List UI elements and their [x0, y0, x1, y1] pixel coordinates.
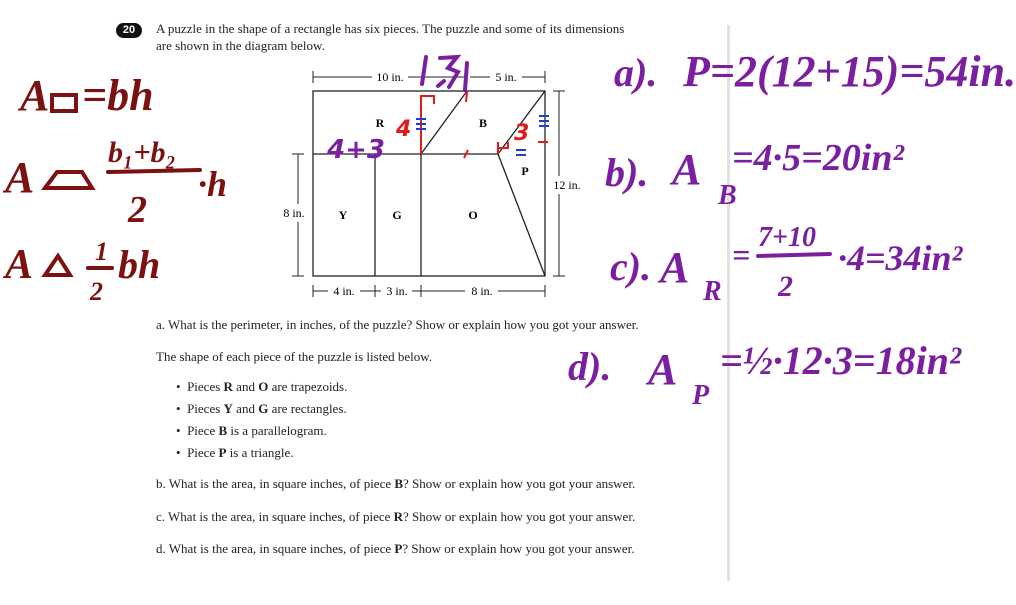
- piece-label-y: Y: [338, 208, 348, 222]
- r-height-annotation: 4: [396, 117, 412, 142]
- bullet-1: • Pieces R and O are trapezoids.: [176, 379, 348, 394]
- dim-bottom-o: 8 in.: [471, 284, 493, 298]
- answer-d-lhs: A: [648, 345, 678, 394]
- formula-trap-h: ·h: [198, 164, 228, 204]
- question-part-b: b. What is the area, in square inches, of piece B? Show or explain how you got your answer.: [156, 476, 636, 491]
- piece-label-g: G: [392, 208, 402, 222]
- answer-c-den: 2: [778, 270, 793, 303]
- formula-trap-den: 2: [128, 189, 147, 231]
- formula-tri-den: 2: [90, 277, 103, 306]
- formula-tri-rhs: bh: [118, 242, 161, 287]
- answer-c-num: 7+10: [758, 222, 816, 253]
- formula-tri-num: 1: [95, 237, 108, 266]
- answer-d-text: =½·12·3=18in²: [720, 338, 961, 383]
- question-part-a: a. What is the perimeter, in inches, of the puzzle? Show or explain how you got your answer.: [156, 317, 639, 332]
- piece-label-r: R: [375, 116, 385, 130]
- answer-b-sub: B: [718, 180, 737, 211]
- piece-label-b: B: [478, 116, 488, 130]
- answer-a-label: a).: [614, 50, 658, 95]
- problem-intro-line-1: A puzzle in the shape of a rectangle has six pieces. The puzzle and some of its dimensions: [156, 21, 625, 36]
- dim-right: 12 in.: [553, 178, 581, 192]
- answer-b-text: =4·5=20in²: [732, 137, 904, 179]
- dim-bottom-y: 4 in.: [333, 284, 355, 298]
- dim-top-right: 5 in.: [495, 70, 517, 84]
- answer-c-lhs: A: [660, 243, 690, 292]
- r-bottom-annotation: 4+3: [327, 135, 385, 165]
- answer-b-lhs: A: [672, 145, 702, 194]
- trapezoid-symbol: [45, 172, 92, 188]
- problem-intro-line-2: are shown in the diagram below.: [156, 38, 325, 53]
- square-symbol: [52, 95, 76, 111]
- answer-c-sub: R: [703, 276, 722, 307]
- answer-c-label: c).: [610, 244, 652, 289]
- piece-divider-r-b: [421, 91, 467, 154]
- bullet-4: • Piece P is a triangle.: [176, 445, 294, 460]
- answer-d-sub: P: [692, 380, 710, 411]
- answer-d-label: d).: [568, 344, 612, 389]
- answer-b-label: b).: [605, 150, 649, 195]
- formula-rect-rhs: =bh: [82, 71, 154, 120]
- bullet-3: • Piece B is a parallelogram.: [176, 423, 327, 438]
- question-part-c: c. What is the area, in square inches, of piece R? Show or explain how you got your answer.: [156, 509, 636, 524]
- question-part-d: d. What is the area, in square inches, of piece P? Show or explain how you got your answer.: [156, 541, 635, 556]
- shapes-intro: The shape of each piece of the puzzle is listed below.: [156, 349, 433, 364]
- triangle-symbol: [45, 256, 70, 275]
- answer-a-text: P=2(12+15)=54in.: [683, 47, 1016, 96]
- formula-trap-lhs: A: [5, 153, 35, 202]
- answer-c-fraction-bar: [758, 254, 830, 256]
- puzzle-outline: [313, 91, 545, 276]
- trapezoid-fraction-bar: [108, 170, 200, 172]
- dim-top-left: 10 in.: [376, 70, 404, 84]
- formula-trap-num: b₁+b₂: [108, 136, 177, 169]
- piece-label-p: P: [521, 164, 529, 178]
- bullet-2: • Pieces Y and G are rectangles.: [176, 401, 347, 416]
- dim-left: 8 in.: [283, 206, 305, 220]
- svg-text:=: =: [732, 237, 751, 273]
- dim-bottom-g: 3 in.: [386, 284, 408, 298]
- question-number-badge: 20: [116, 23, 142, 38]
- piece-label-o: O: [468, 208, 478, 222]
- b-height-annotation: 3: [514, 121, 530, 146]
- answer-c-text: ·4=34in²: [838, 238, 963, 278]
- formula-rect-lhs: A: [20, 71, 50, 120]
- formula-tri-lhs: A: [5, 242, 34, 288]
